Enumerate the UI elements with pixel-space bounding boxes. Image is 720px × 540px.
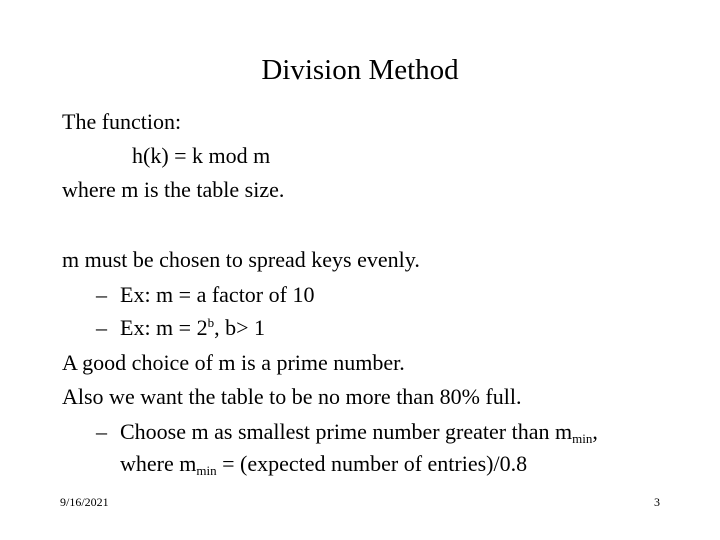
ex2-prefix: Ex: m = 2 xyxy=(120,315,208,340)
ex1-text: Ex: m = a factor of 10 xyxy=(120,282,315,307)
intro-text: The function: xyxy=(62,109,182,134)
choose-suffix: , xyxy=(592,419,598,444)
bullet-dash: – xyxy=(96,282,107,307)
slide-title: Division Method xyxy=(261,54,459,86)
where-text: where m is the table size. xyxy=(62,177,285,202)
ex2-superscript: b xyxy=(207,315,215,330)
choose-prefix: Choose m as smallest prime number greater than m xyxy=(120,419,573,444)
prime-text: A good choice of m is a prime number. xyxy=(62,350,405,375)
bullet-ex1 xyxy=(96,281,314,309)
full-text: Also we want the table to be no more than 80% full. xyxy=(62,384,522,409)
formula-text: h(k) = k mod m xyxy=(132,143,271,168)
bullet-ex2 xyxy=(96,314,265,342)
where2-prefix: where m xyxy=(120,451,197,476)
chosen-text: m must be chosen to spread keys evenly. xyxy=(62,247,420,272)
ex2-suffix: , b> 1 xyxy=(214,315,265,340)
where2-suffix: = (expected number of entries)/0.8 xyxy=(216,451,528,476)
bullet-choose xyxy=(96,418,598,446)
footer-date: 9/16/2021 xyxy=(60,495,109,509)
bullet-dash: – xyxy=(96,315,107,340)
footer-page-number: 3 xyxy=(654,495,660,509)
choose-subscript: min xyxy=(572,431,593,446)
bullet-dash: – xyxy=(96,419,107,444)
where-min-text xyxy=(120,450,527,478)
where2-subscript: min xyxy=(196,463,217,478)
